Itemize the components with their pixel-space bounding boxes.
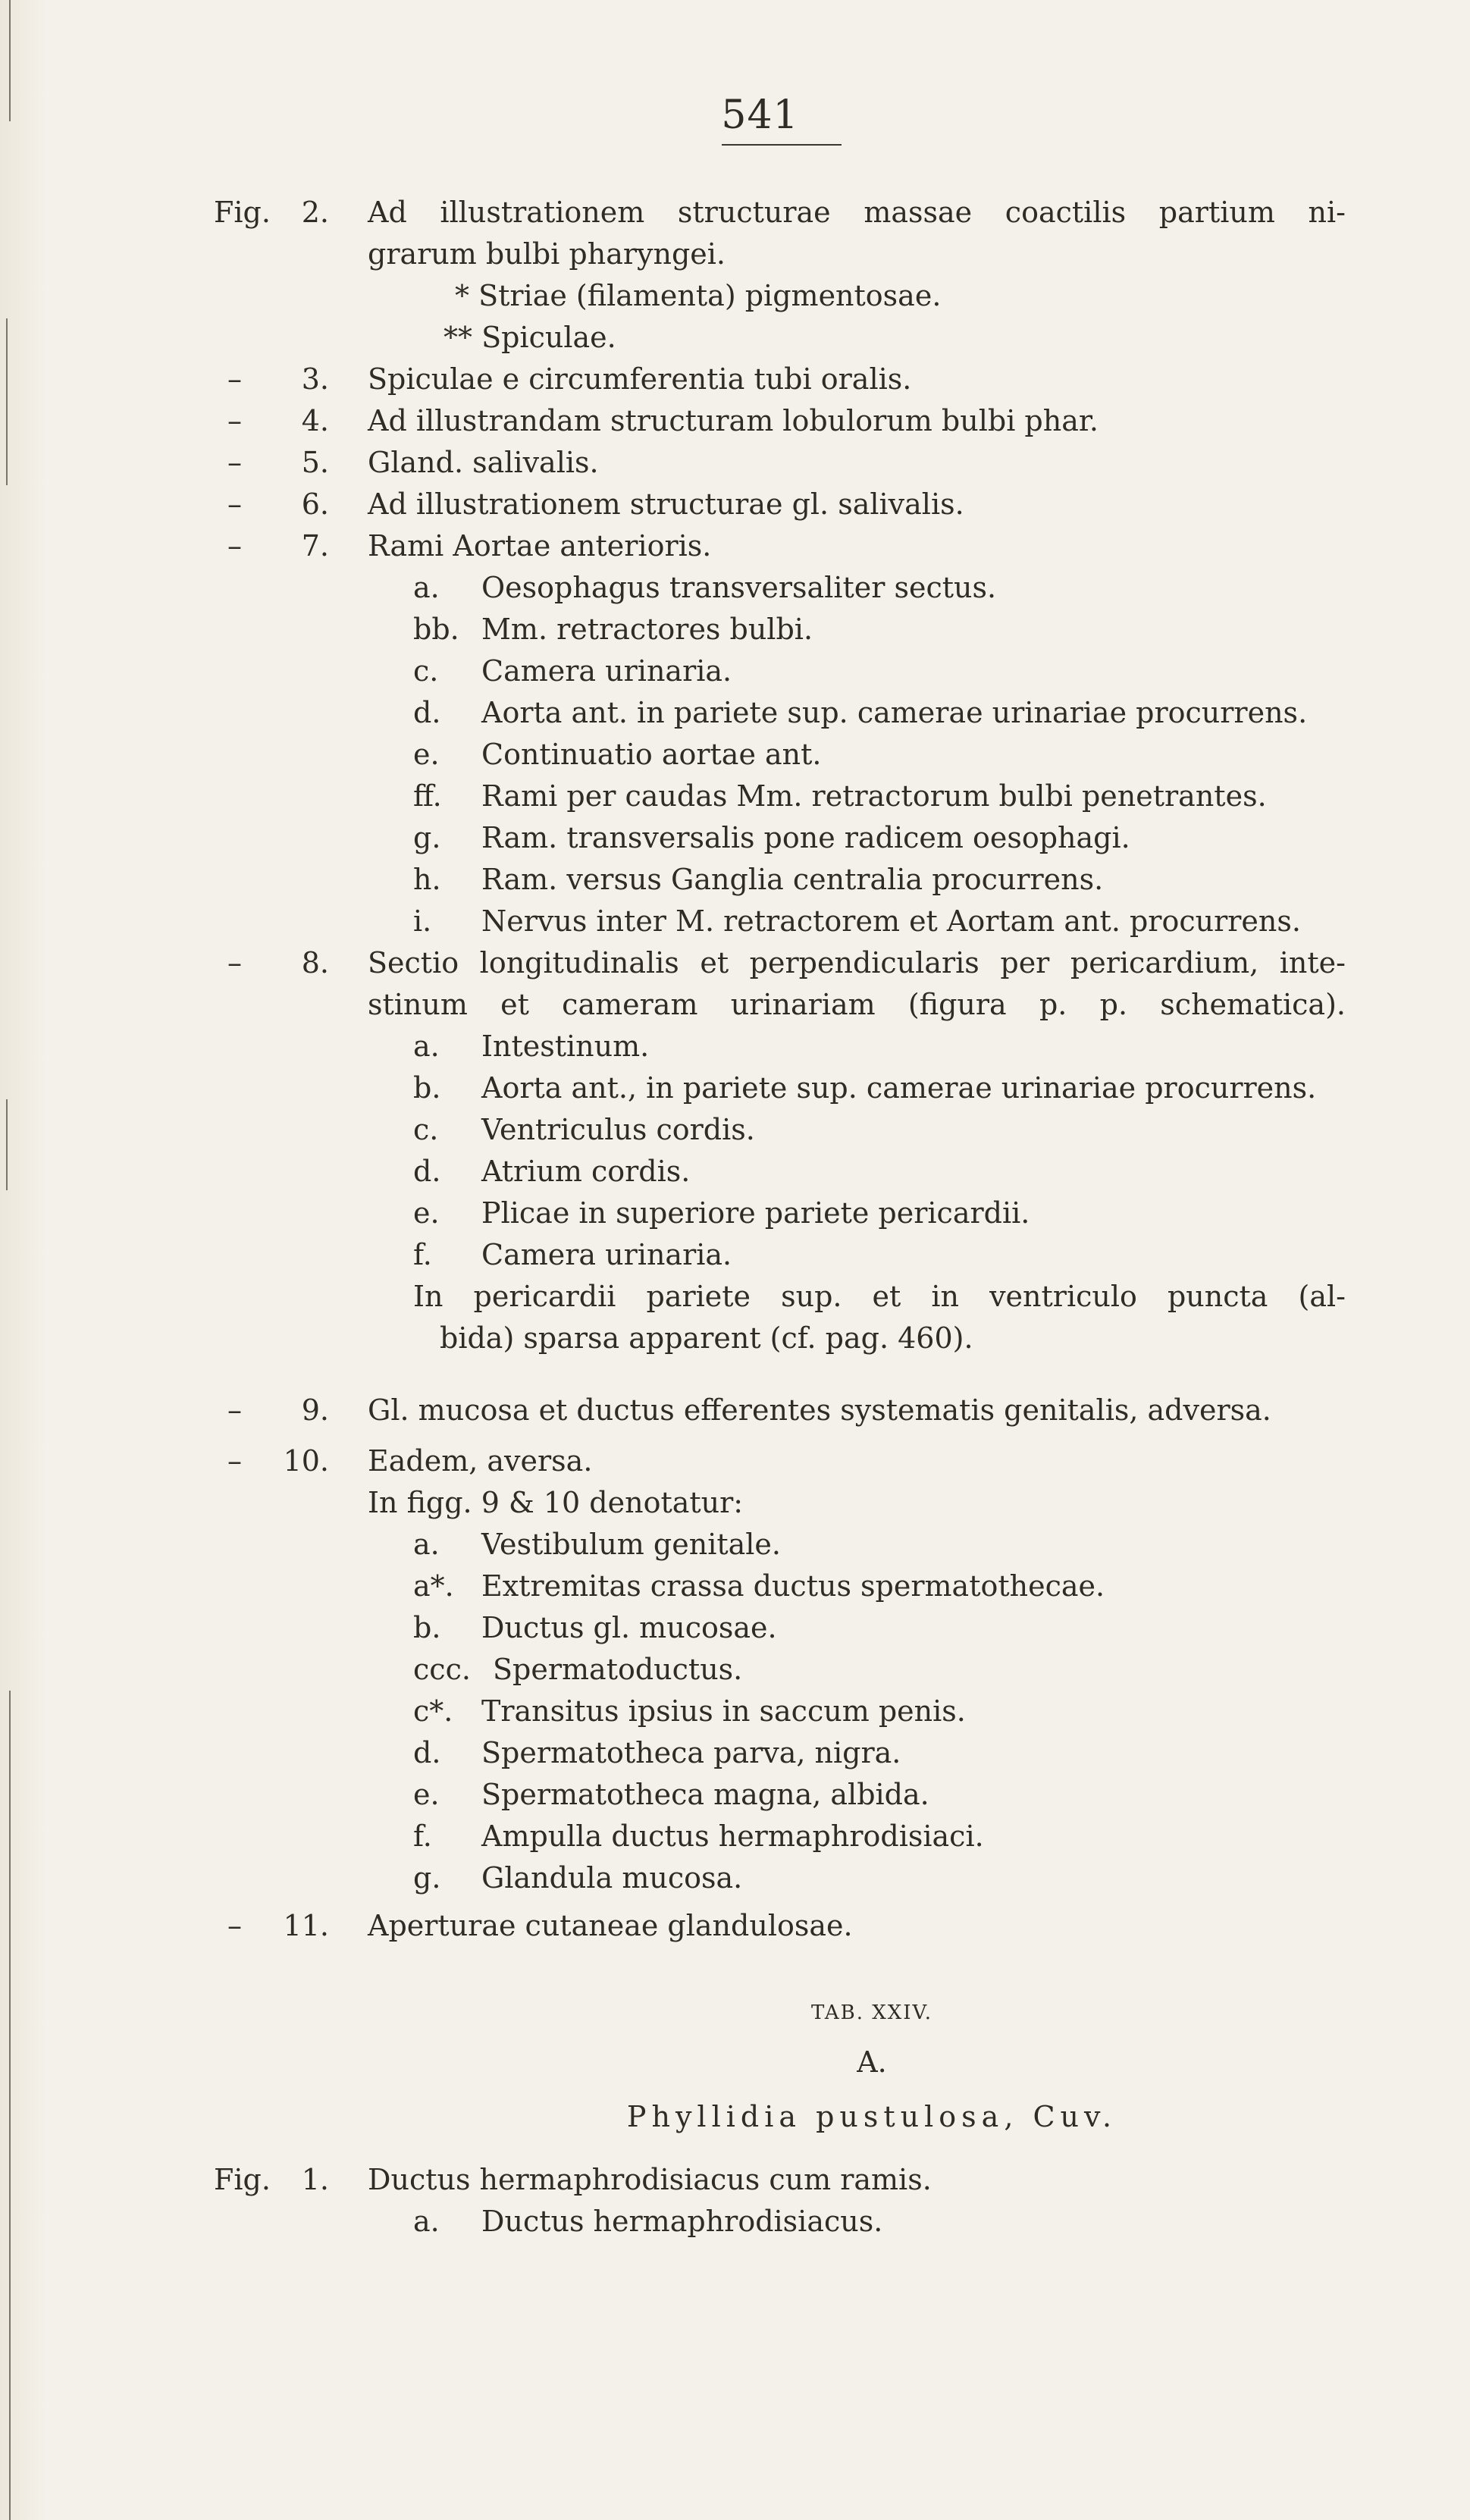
note-text: In pericardii pariete sup. et in ventriculo puncta (al-: [413, 1280, 1346, 1313]
list-item: [0, 1855, 1470, 1901]
item-text: Atrium cordis.: [481, 1155, 691, 1188]
item-letter: a.: [413, 1528, 440, 1561]
list-item: [0, 1065, 1470, 1111]
list-item: [0, 857, 1470, 902]
item-letter: i.: [413, 904, 432, 938]
entry-text-continued: grarum bulbi pharyngei.: [368, 237, 726, 271]
entry-text: Sectio longitudinalis et perpendicularis per pericardium, inte-: [368, 946, 1346, 979]
fig-label: Fig.: [214, 2163, 271, 2196]
entry-text: ** Spiculae.: [444, 321, 616, 354]
entry-text: Spiculae e circumferentia tubi oralis.: [368, 362, 912, 396]
item-text: Extremitas crassa ductus spermatothecae.: [481, 1569, 1105, 1603]
list-item: [0, 1813, 1470, 1859]
list-item: [0, 648, 1470, 694]
ditto-dash: –: [227, 446, 242, 479]
item-text: Continuatio aortae ant.: [481, 738, 822, 771]
list-item: [0, 356, 1470, 402]
list-item: [0, 2157, 1470, 2202]
fig-number: 3.: [301, 362, 329, 396]
list-item: [0, 815, 1470, 860]
item-letter: d.: [413, 1736, 441, 1769]
item-text: Ductus gl. mucosae.: [481, 1611, 777, 1644]
fig-number: 4.: [301, 404, 329, 437]
entry-text: Ad illustrandam structuram lobulorum bulbi phar.: [368, 404, 1099, 437]
list-item: [0, 523, 1470, 569]
list-item: [0, 1274, 1470, 1319]
list-item: [0, 1387, 1470, 1433]
ditto-dash: –: [227, 362, 242, 396]
item-text: Ventriculus cordis.: [481, 1113, 755, 1146]
list-item: [0, 1149, 1470, 1194]
item-letter: ff.: [413, 779, 442, 813]
plate-section: A.: [857, 2045, 887, 2079]
ditto-dash: –: [227, 946, 242, 979]
item-text: Aorta ant. in pariete sup. camerae urinariae procurrens.: [481, 696, 1308, 729]
list-item: [0, 1730, 1470, 1776]
entry-text: Ad illustrationem structurae massae coactilis partium ni-: [368, 196, 1346, 229]
item-text: Nervus inter M. retractorem et Aortam ant. procurrens.: [481, 904, 1301, 938]
ditto-dash: –: [227, 1909, 242, 1942]
fig-number: 1.: [301, 2163, 329, 2196]
fig-number: 11.: [283, 1909, 329, 1942]
list-item: [0, 1605, 1470, 1650]
entry-text: Ductus hermaphrodisiacus cum ramis.: [368, 2163, 932, 2196]
list-item: [0, 190, 1470, 235]
fig-label: Fig.: [214, 196, 271, 229]
entry-text: Gl. mucosa et ductus efferentes systematis genitalis, adversa.: [368, 1393, 1271, 1427]
item-text: Plicae in superiore pariete pericardii.: [481, 1196, 1030, 1230]
item-text: Glandula mucosa.: [481, 1861, 743, 1895]
entry-text: In figg. 9 & 10 denotatur:: [368, 1486, 744, 1519]
list-item: [0, 1190, 1470, 1236]
item-letter: a.: [413, 2205, 440, 2238]
fig-number: 7.: [301, 529, 329, 563]
item-letter: e.: [413, 1196, 440, 1230]
list-item: [0, 1438, 1470, 1484]
entry-text: Eadem, aversa.: [368, 1444, 593, 1478]
item-text: Rami per caudas Mm. retractorum bulbi penetrantes.: [481, 779, 1267, 813]
entry-text: Aperturae cutaneae glandulosae.: [368, 1909, 853, 1942]
item-text: Camera urinaria.: [481, 654, 732, 688]
list-item: [0, 982, 1470, 1027]
item-letter: g.: [413, 1861, 441, 1895]
item-letter: d.: [413, 1155, 441, 1188]
item-letter: ccc.: [413, 1653, 471, 1686]
ditto-dash: –: [227, 529, 242, 563]
item-text: Mm. retractores bulbi.: [481, 613, 813, 646]
item-letter: e.: [413, 738, 440, 771]
item-text: Ductus hermaphrodisiacus.: [481, 2205, 883, 2238]
list-item: [0, 1315, 1470, 1361]
item-text: Oesophagus transversaliter sectus.: [481, 571, 997, 604]
ditto-dash: –: [227, 1393, 242, 1427]
item-letter: c.: [413, 654, 439, 688]
list-item: [0, 1107, 1470, 1152]
list-item: [0, 1023, 1470, 1069]
item-text: Vestibulum genitale.: [481, 1528, 781, 1561]
item-letter: f.: [413, 1819, 432, 1853]
fig-number: 2.: [301, 196, 329, 229]
list-item: [0, 2199, 1470, 2244]
item-letter: a.: [413, 1030, 440, 1063]
item-text: Transitus ipsius in saccum penis.: [481, 1694, 966, 1728]
list-item: [0, 398, 1470, 444]
entry-text-continued: stinum et cameram urinariam (figura p. p. schematica).: [368, 988, 1346, 1021]
item-text: Spermatoductus.: [493, 1653, 743, 1686]
entry-text: Rami Aortae anterioris.: [368, 529, 712, 563]
ditto-dash: –: [227, 1444, 242, 1478]
item-letter: a*.: [413, 1569, 454, 1603]
entry-text: Ad illustrationem structurae gl. salivalis.: [368, 487, 964, 521]
list-item: [0, 940, 1470, 986]
note-text-continued: bida) sparsa apparent (cf. pag. 460).: [440, 1321, 973, 1355]
list-item: [0, 440, 1470, 485]
item-letter: d.: [413, 696, 441, 729]
list-item: [0, 1480, 1470, 1525]
list-item: [0, 773, 1470, 819]
item-text: Ram. versus Ganglia centralia procurrens.: [481, 863, 1104, 896]
item-letter: c.: [413, 1113, 439, 1146]
list-item: [0, 315, 1470, 360]
list-item: [0, 481, 1470, 527]
fig-number: 10.: [283, 1444, 329, 1478]
item-letter: c*.: [413, 1694, 453, 1728]
item-letter: b.: [413, 1071, 441, 1105]
item-text: Aorta ant., in pariete sup. camerae urinariae procurrens.: [481, 1071, 1317, 1105]
item-text: Intestinum.: [481, 1030, 650, 1063]
entry-text: * Striae (filamenta) pigmentosae.: [455, 279, 942, 312]
page-number-rule: [722, 144, 842, 146]
list-item: [0, 690, 1470, 735]
item-letter: h.: [413, 863, 441, 896]
plate-heading: TAB. XXIV.: [810, 2001, 933, 2024]
list-item: [0, 1688, 1470, 1734]
page-number: 541: [721, 92, 799, 138]
item-text: Spermatotheca parva, nigra.: [481, 1736, 901, 1769]
list-item: [0, 1563, 1470, 1609]
list-item: [0, 565, 1470, 610]
item-letter: g.: [413, 821, 441, 854]
list-item: [0, 898, 1470, 944]
fig-number: 5.: [301, 446, 329, 479]
item-letter: e.: [413, 1778, 440, 1811]
item-letter: bb.: [413, 613, 459, 646]
item-letter: a.: [413, 571, 440, 604]
list-item: [0, 1647, 1470, 1692]
item-text: Ampulla ductus hermaphrodisiaci.: [481, 1819, 984, 1853]
item-text: Spermatotheca magna, albida.: [481, 1778, 929, 1811]
item-letter: b.: [413, 1611, 441, 1644]
list-item: [0, 732, 1470, 777]
fig-number: 9.: [301, 1393, 329, 1427]
species-title: Phyllidia pustulosa, Cuv.: [626, 2100, 1117, 2133]
list-item: [0, 1903, 1470, 1948]
item-text: Ram. transversalis pone radicem oesophagi.: [481, 821, 1130, 854]
fig-number: 6.: [301, 487, 329, 521]
list-item: [0, 1772, 1470, 1817]
list-item: [0, 231, 1470, 277]
ditto-dash: –: [227, 487, 242, 521]
list-item: [0, 606, 1470, 652]
list-item: [0, 273, 1470, 318]
fig-number: 8.: [301, 946, 329, 979]
list-item: [0, 1232, 1470, 1277]
list-item: [0, 1522, 1470, 1567]
item-text: Camera urinaria.: [481, 1238, 732, 1271]
item-letter: f.: [413, 1238, 432, 1271]
ditto-dash: –: [227, 404, 242, 437]
entry-text: Gland. salivalis.: [368, 446, 599, 479]
